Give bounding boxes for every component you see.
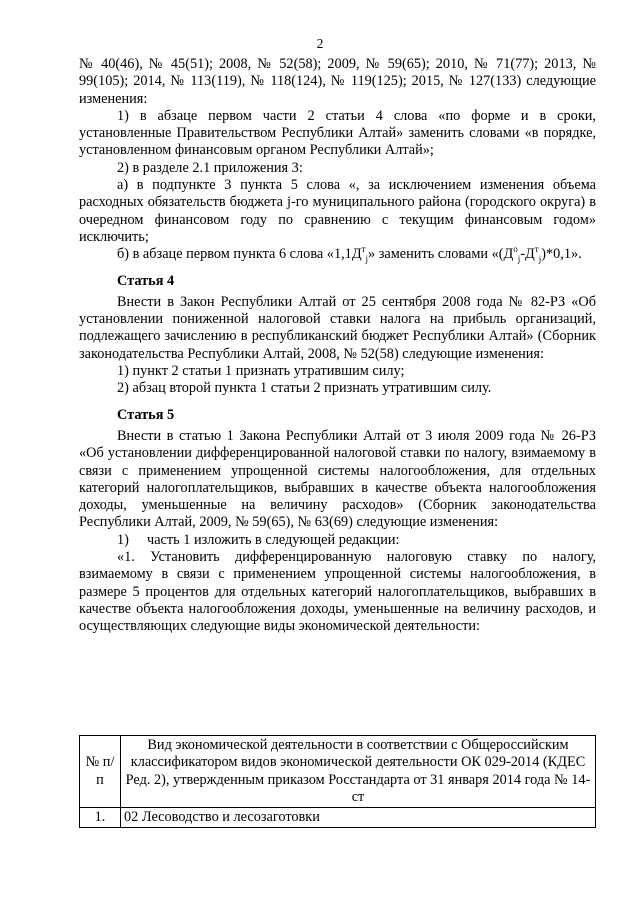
article-5-heading: Статья 5 [117,406,175,423]
paragraph-article-5-intro: Внести в статью 1 Закона Республики Алтай от 3 июля 2009 года № 26-РЗ «Об установлении дифференцированной налоговой ставки по налогу, взимаемому в связи с применением упрощенной системы налогообложения, для отдельных категорий налогоплательщиков, выбравших в качестве объекта налогообложения доходы, уменьшенные на величину расходов» (Сборник законодательства Республики Алтай, 2009, № 59(65), № 63(69) следующие изменения: [79,427,596,531]
table-row [80,808,596,828]
paragraph-article-4-intro: Внести в Закон Республики Алтай от 25 сентября 2008 года № 82-РЗ «Об установлении пониженной налоговой ставки налога на прибыль организаций, подлежащего зачислению в республиканский бюджет Республики Алтай» (Сборник законодательства Республики Алтай, 2008, № 52(58) следующие изменения: [79,293,596,362]
formula-sup-3: т [534,244,539,255]
formula-text-1: б) в абзаце первом пункта 6 слова «1,1Д [117,246,362,263]
formula-text-3: -Д [520,246,535,263]
formula-sup-2: о [513,244,518,255]
formula-sup-1: т [361,244,366,255]
table-header-desc: Вид экономической деятельности в соответствии с Общероссийским классификатором видов экономической деятельности ОК 029-2014 (КДЕС Ред. 2), утвержденным приказом Росстандарта от 31 января 2014 года № 14-ст [121,736,596,808]
paragraph-article-5-quote: «1. Установить дифференцированную налоговую ставку по налогу, взимаемому в связи с применением упрощенной системы налогообложения, в размере 5 процентов для отдельных категорий налогоплательщиков, выбравших в качестве объекта налогообложения доходы, уменьшенные на величину расходов, и осуществляющих следующие виды экономической деятельности: [79,549,596,635]
paragraph-amendment-2a: а) в подпункте 3 пункта 5 слова «, за исключением изменения объема расходных обязательств бюджета j-го муниципального района (городского округа) в очередном финансовом году по сравнению с текущим финансовым годом» исключить; [79,177,596,245]
item-number: 1) [117,531,129,548]
paragraph-article-5-item-1 [79,532,596,549]
formula-text-4: )*0,1». [541,246,582,263]
formula-sub-2: j [517,254,521,265]
table-header-row [80,736,596,808]
paragraph-amendment-1: 1) в абзаце первом части 2 статьи 4 слова «по форме и в сроки, установленные Правительством Республики Алтай» заменить словами «в порядке, установленном финансовым органом Республики Алтай»; [79,107,596,159]
page-number: 2 [316,36,324,51]
paragraph-amendment-2: 2) в разделе 2.1 приложения 3: [117,159,303,176]
document-body [79,56,596,636]
item-text: часть 1 изложить в следующей редакции: [147,531,400,548]
table-cell-num: 1. [80,808,121,828]
formula-sub-1: j [365,254,369,265]
activities-table [79,735,596,828]
table-cell-desc: 02 Лесоводство и лесозаготовки [121,808,596,828]
table-header-num: № п/п [80,736,121,808]
formula-sub-3: j [538,254,542,265]
paragraph-amendment-2b [79,246,596,263]
paragraph-article-4-item-1: 1) пункт 2 статьи 1 признать утратившим силу; [117,363,405,380]
formula-text-2: » заменить словами «(Д [368,246,514,263]
paragraph-sources-continued: № 40(46), № 45(51); 2008, № 52(58); 2009, № 59(65); 2010, № 71(77); 2013, № 99(105); 2014, № 113(119), № 118(124), № 119(125); 2015, № 127(133) следующие изменения: [79,56,596,107]
paragraph-article-4-item-2: 2) абзац второй пункта 1 статьи 2 признать утратившим силу. [117,380,492,397]
article-4-heading: Статья 4 [117,272,175,289]
